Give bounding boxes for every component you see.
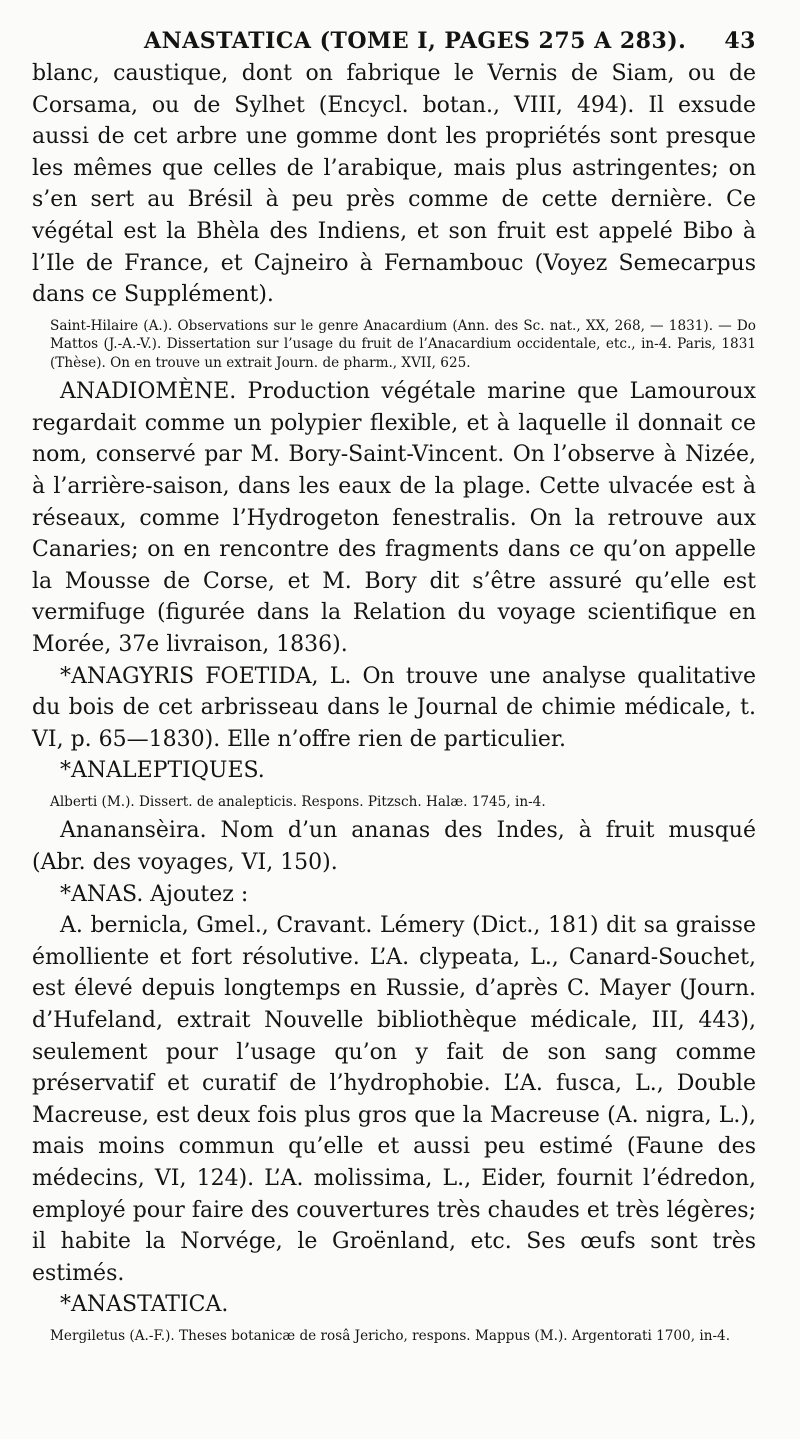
entry-anas-body: A. bernicla, Gmel., Cravant. Lémery (Dict., 181) dit sa graisse émolliente et fort résolutive. L’A. clypeata, L., Canard-Souchet, est élevé depuis longtemps en Russie, d’après C. Mayer (Journ. d’Hufeland, extrait Nouvelle bibliothèque médicale, III, 443), seulement pour l’usage qu’on y fait de son sang comme préservatif et curatif de l’hydrophobie. L’A. fusca, L., Double Macreuse, est deux fois plus gros que la Macreuse (A. nigra, L.), mais moins commun qu’elle et aussi peu estimé (Faune des médecins, VI, 124). L’A. molissima, L., Eider, fournit l’édredon, employé pour faire des couvertures très chaudes et très légères; il habite la Norvége, le Groënland, etc. Ses œufs sont très estimés. — [32, 913, 756, 1286]
entry-anas-heading: *ANAS. Ajoutez : — [60, 881, 249, 907]
book-page — [0, 18, 800, 1439]
paragraph-anacardium-continued: blanc, caustique, dont on fabrique le Vernis de Siam, ou de Corsama, ou de Sylhet (Encycl. botan., VIII, 494). Il exsude aussi de cet arbre une gomme dont les propriétés sont presque les mêmes que celles de l’arabique, mais plus astringentes; on s’en sert au Brésil à peu près comme de cette dernière. Ce végétal est la Bhèla des Indiens, et son fruit est appelé Bibo à l’Ile de France, et Cajneiro à Fernambouc (Voyez Semecarpus dans ce Supplément). — [32, 61, 756, 308]
entry-ananansèira: Ananansèira. Nom d’un ananas des Indes, à fruit musqué (Abr. des voyages, VI, 150). — [32, 818, 756, 876]
running-head — [32, 18, 756, 58]
running-title: ANASTATICA (TOME I, PAGES 275 A 283). — [144, 28, 687, 54]
bibliography-note-anacardium: Saint-Hilaire (A.). Observations sur le genre Anacardium (Ann. des Sc. nat., XX, 268, — 1831). — Do Mattos (J.-A.-V.). Dissertation sur l’usage du fruit de l’Anacardium occidentale, etc., in-4. Paris, 1831 (Thèse). On en trouve un extrait Journ. de pharm., XVII, 625. — [50, 317, 756, 371]
entry-anadiomene: ANADIOMÈNE. Production végétale marine que Lamouroux regardait comme un polypier flexible, et à laquelle il donnait ce nom, conservé par M. Bory-Saint-Vincent. On l’observe à Nizée, à l’arrière-saison, dans les eaux de la plage. Cette ulvacée est à réseaux, comme l’Hydrogeton fenestralis. On la retrouve aux Canaries; on en rencontre des fragments dans ce qu’on appelle la Mousse de Corse, et M. Bory dit s’être assuré qu’elle est vermifuge (figurée dans la Relation du voyage scientifique en Morée, 37e livraison, 1836). — [32, 379, 756, 657]
bibliography-note-anastatica: Mergiletus (A.-F.). Theses botanicæ de rosâ Jericho, respons. Mappus (M.). Argentorati 1700, in-4. — [50, 1327, 731, 1344]
entry-analeptiques: *ANALEPTIQUES. — [60, 758, 265, 784]
page-number: 43 — [724, 28, 756, 54]
entry-anastatica: *ANASTATICA. — [60, 1292, 229, 1318]
entry-anagyris-foetida: *ANAGYRIS FOETIDA, L. On trouve une analyse qualitative du bois de cet arbrisseau dans le Journal de chimie médicale, t. VI, p. 65—1830). Elle n’offre rien de particulier. — [32, 663, 756, 752]
bibliography-note-analeptiques: Alberti (M.). Dissert. de analepticis. Respons. Pitzsch. Halæ. 1745, in-4. — [50, 793, 546, 810]
